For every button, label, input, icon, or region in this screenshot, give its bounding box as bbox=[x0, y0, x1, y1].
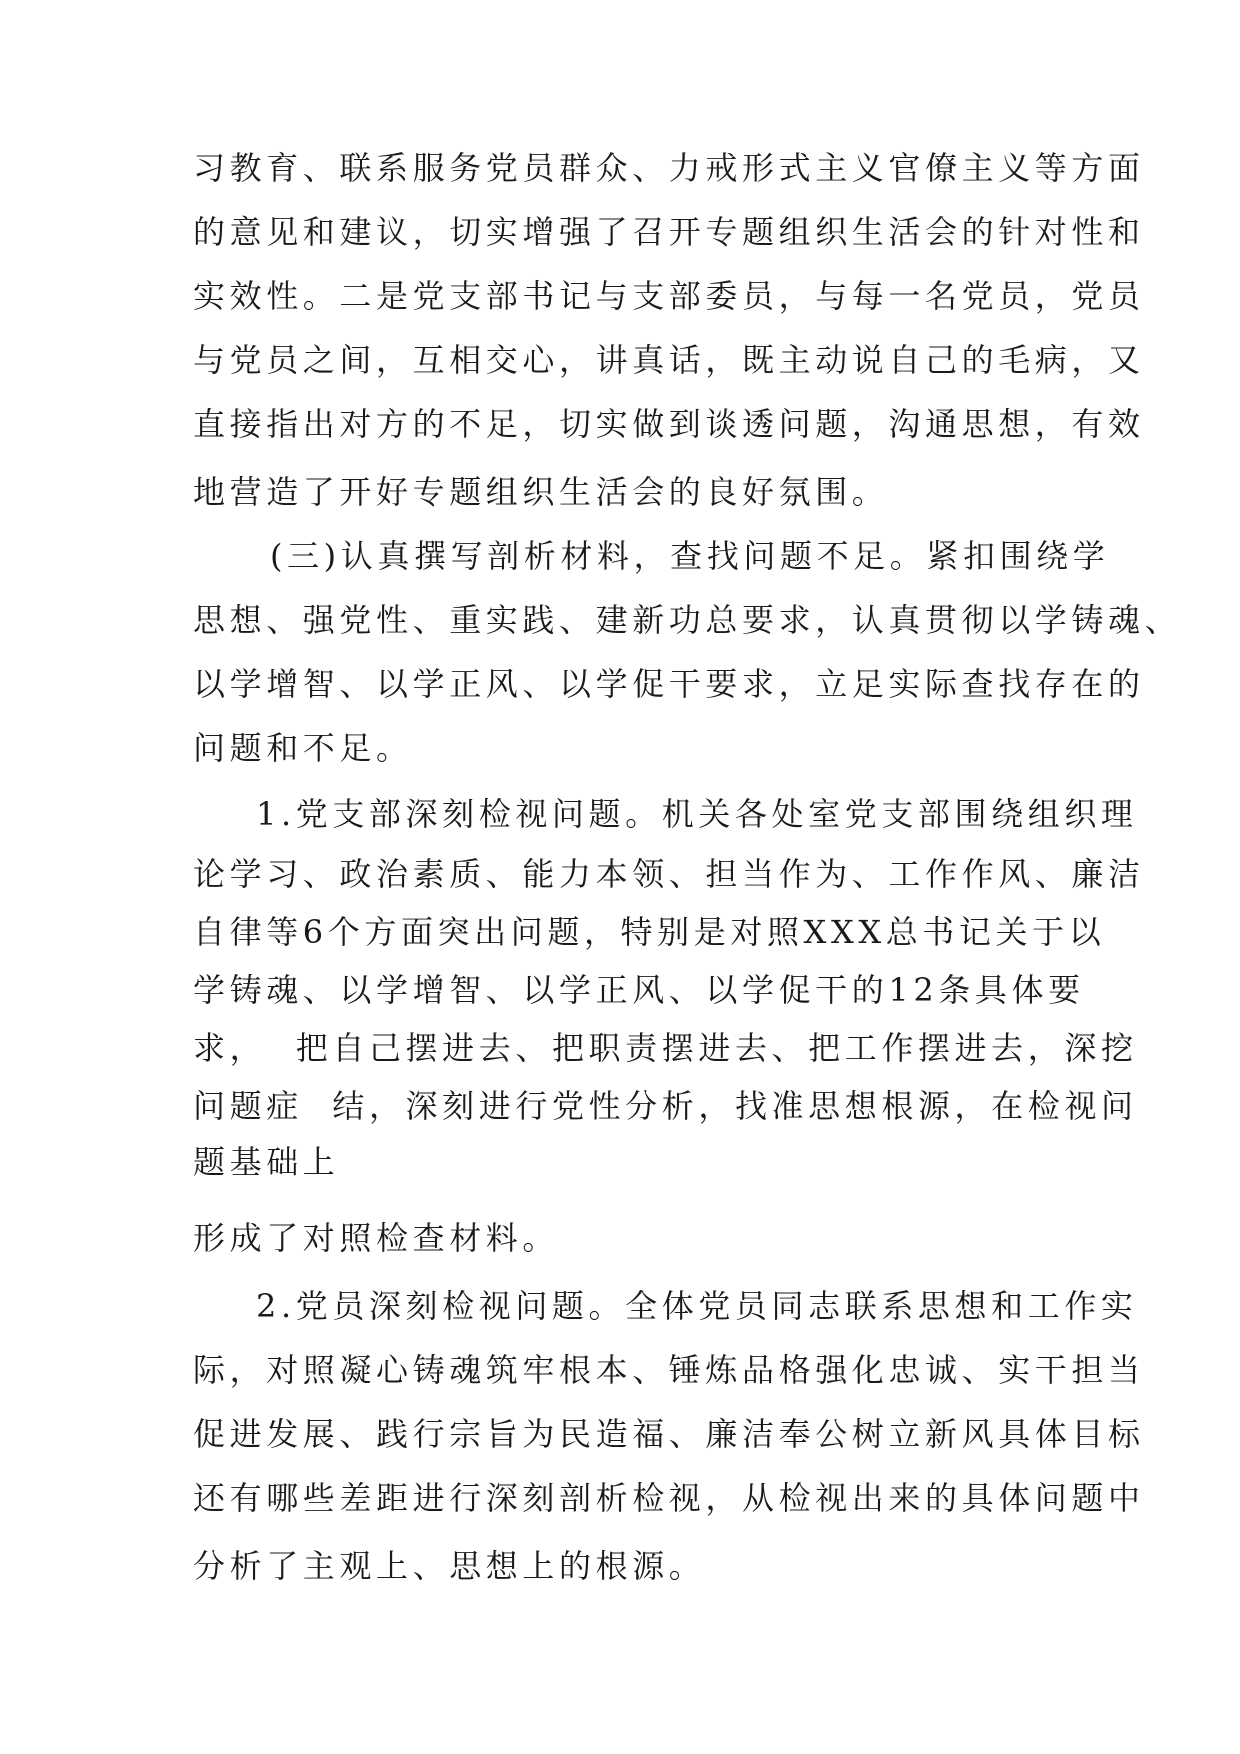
text-line: 学铸魂、以学增智、以学正风、以学促干的12条具体要 bbox=[193, 971, 1085, 1009]
text-line: 地营造了开好专题组织生活会的良好氛围。 bbox=[193, 473, 889, 511]
text-line: 论学习、政治素质、能力本领、担当作为、工作作风、廉洁 bbox=[193, 855, 1145, 893]
text-line: 自律等6个方面突出问题，特别是对照XXX总书记关于以 bbox=[193, 913, 1106, 951]
text-line: 际，对照凝心铸魂筑牢根本、锤炼品格强化忠诚、实干担当 bbox=[193, 1351, 1145, 1389]
text-line: 实效性。二是党支部书记与支部委员，与每一名党员，党员 bbox=[193, 277, 1145, 315]
text-line: 促进发展、践行宗旨为民造福、廉洁奉公树立新风具体目标 bbox=[193, 1415, 1145, 1453]
text-line: 问题和不足。 bbox=[193, 729, 413, 767]
numbered-item: 1.党支部深刻检视问题。机关各处室党支部围绕组织理 bbox=[256, 795, 1138, 833]
text-line: 还有哪些差距进行深刻剖析检视，从检视出来的具体问题中 bbox=[193, 1479, 1145, 1517]
text-line: 以学增智、以学正风、以学促干要求，立足实际查找存在的 bbox=[193, 665, 1145, 703]
text-line: 题基础上 bbox=[193, 1143, 340, 1181]
text-line: 求， 把自己摆进去、把职责摆进去、把工作摆进去，深挖 bbox=[193, 1029, 1138, 1067]
section-heading: (三)认真撰写剖析材料，查找问题不足。紧扣围绕学 bbox=[270, 537, 1110, 575]
text-line: 与党员之间，互相交心，讲真话，既主动说自己的毛病，又 bbox=[193, 341, 1145, 379]
text-line: 思想、强党性、重实践、建新功总要求，认真贯彻以学铸魂、 bbox=[193, 601, 1182, 639]
text-line: 问题症 结，深刻进行党性分析，找准思想根源，在检视问 bbox=[193, 1087, 1138, 1125]
text-line: 直接指出对方的不足，切实做到谈透问题，沟通思想，有效 bbox=[193, 405, 1145, 443]
text-line: 形成了对照检查材料。 bbox=[193, 1219, 560, 1257]
text-line: 分析了主观上、思想上的根源。 bbox=[193, 1547, 706, 1585]
text-line: 习教育、联系服务党员群众、力戒形式主义官僚主义等方面 bbox=[193, 149, 1145, 187]
numbered-item: 2.党员深刻检视问题。全体党员同志联系思想和工作实 bbox=[256, 1287, 1138, 1325]
text-line: 的意见和建议，切实增强了召开专题组织生活会的针对性和 bbox=[193, 213, 1145, 251]
